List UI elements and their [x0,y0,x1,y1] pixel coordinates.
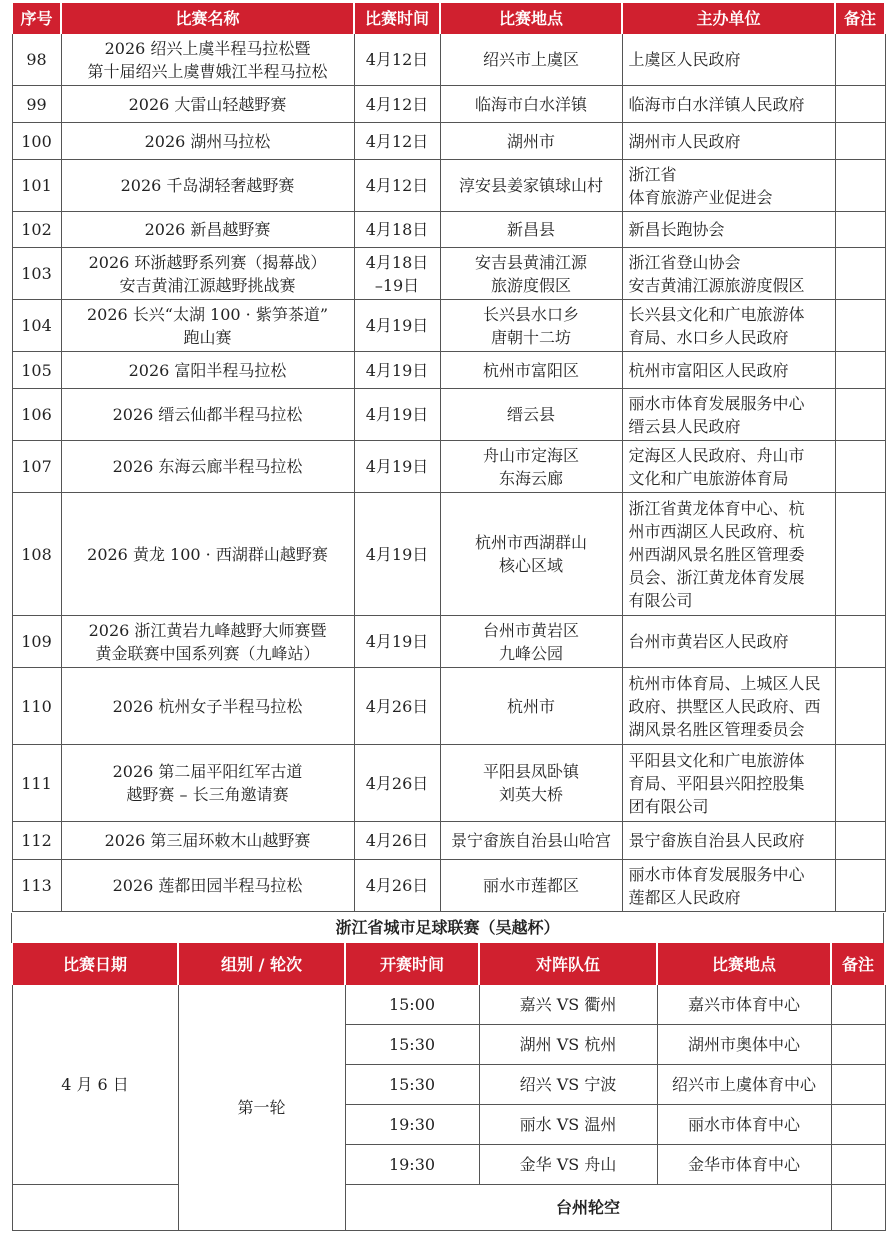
kickoff-time: 19:30 [345,1105,479,1145]
race-host-line: 湖风景名胜区管理委员会 [628,719,805,739]
race-name [61,248,354,300]
header-round: 组别 / 轮次 [178,944,345,985]
race-name-line: 越野赛 – 长三角邀请赛 [126,785,289,804]
race-host-line: 平阳县文化和广电旅游体 [628,750,805,770]
race-no: 102 [12,212,61,248]
race-host [622,160,835,212]
race-place-line: 安吉县黄浦江源 [474,252,587,272]
race-remark [835,160,885,212]
header-kickoff: 开赛时间 [345,944,479,985]
header-match-date: 比赛日期 [12,944,178,985]
race-date [354,34,440,86]
race-date-line: 4月26日 [365,696,429,716]
race-host-line: 莲都区人民政府 [628,887,741,907]
race-name-line: 2026 湖州马拉松 [144,131,271,151]
race-place [440,441,622,493]
race-remark [835,493,885,616]
race-host-line: 浙江省登山协会 [628,252,741,272]
race-place-line: 绍兴市上虞区 [482,50,579,69]
race-date-line: 4月12日 [365,131,429,151]
race-place-line: 杭州市富阳区 [482,360,579,380]
race-host [622,389,835,441]
race-name [61,160,354,212]
race-place-line: 杭州市西湖群山 [474,533,587,552]
race-date-line: 4月18日 [365,220,429,239]
race-name [61,352,354,389]
bye-row [12,1185,885,1231]
race-host-line: 政府、拱墅区人民政府、西 [628,696,821,716]
race-row [12,389,885,441]
race-place-line: 淳安县姜家镇球山村 [458,176,603,195]
race-host-line: 长兴县文化和广电旅游体 [628,304,805,324]
race-date [354,745,440,822]
race-date [354,389,440,441]
race-place [440,123,622,160]
race-name-line: 2026 绍兴上虞半程马拉松暨 [104,38,311,58]
race-place [440,86,622,123]
football-schedule-table [11,943,886,1231]
race-row [12,822,885,860]
match-venue: 嘉兴市体育中心 [657,985,831,1025]
race-host-line: 育局、平阳县兴阳控股集 [628,773,805,793]
race-date-line: 4月19日 [365,360,429,380]
race-row [12,616,885,668]
race-remark [835,123,885,160]
race-row [12,248,885,300]
race-host-line: 上虞区人民政府 [628,50,741,69]
race-host-line: 杭州市富阳区人民政府 [628,360,789,380]
race-place-line: 缙云县 [506,405,555,424]
race-date-line: 4月12日 [365,176,429,195]
match-remark [831,985,885,1025]
race-no: 104 [12,300,61,352]
race-host-line: 有限公司 [628,590,693,610]
race-header-row [12,4,885,34]
race-remark [835,822,885,860]
race-name [61,493,354,616]
race-remark [835,86,885,123]
race-row [12,123,885,160]
race-row [12,212,885,248]
race-name [61,441,354,493]
race-no: 105 [12,352,61,389]
race-name-line: 跑山赛 [183,327,232,347]
race-date [354,616,440,668]
race-place [440,160,622,212]
race-host-line: 体育旅游产业促进会 [628,187,773,207]
race-place-line: 旅游度假区 [490,275,571,295]
race-place [440,616,622,668]
race-place [440,493,622,616]
race-date [354,212,440,248]
race-date-line: 4月19日 [365,544,429,564]
bye-note: 台州轮空 [345,1185,831,1231]
race-row [12,34,885,86]
header-host: 主办单位 [622,4,835,34]
race-no: 109 [12,616,61,668]
race-host-line: 浙江省 [628,164,677,184]
race-host [622,860,835,912]
race-date [354,352,440,389]
race-date [354,123,440,160]
race-rows [12,34,885,912]
race-date [354,822,440,860]
race-date-line: 4月26日 [365,831,429,850]
race-place-line: 平阳县凤卧镇 [482,762,579,781]
race-place-line: 刘英大桥 [498,785,563,804]
race-name-line: 2026 大雷山轻越野赛 [128,94,287,114]
match-venue: 绍兴市上虞体育中心 [657,1065,831,1105]
race-no: 106 [12,389,61,441]
match-teams: 丽水 VS 温州 [479,1105,657,1145]
race-date [354,160,440,212]
race-place-line: 舟山市定海区 [482,445,579,465]
race-name [61,212,354,248]
race-name-line: 2026 第三届环敕木山越野赛 [104,831,311,850]
race-place-line: 台州市黄岩区 [482,620,579,640]
race-place [440,212,622,248]
race-host-line: 丽水市体育发展服务中心 [628,864,805,884]
race-no: 107 [12,441,61,493]
race-host [622,34,835,86]
race-host-line: 浙江省黄龙体育中心、杭 [628,498,805,518]
header-teams: 对阵队伍 [479,944,657,985]
race-host-line: 州西湖风景名胜区管理委 [628,544,805,564]
race-host-line: 文化和广电旅游体育局 [628,468,789,488]
race-host [622,616,835,668]
race-place-line: 唐朝十二坊 [490,327,571,347]
race-host-line: 州市西湖区人民政府、杭 [628,521,805,541]
race-remark [835,300,885,352]
race-host-line: 丽水市体育发展服务中心 [628,393,805,413]
race-date-line: 4月19日 [365,316,429,335]
football-header-row [12,944,885,985]
race-name-line: 2026 长兴“太湖 100 · 紫笋茶道” [86,304,329,324]
race-date [354,248,440,300]
race-place-line: 新昌县 [506,220,555,239]
race-place-line: 东海云廊 [498,468,563,488]
match-teams: 绍兴 VS 宁波 [479,1065,657,1105]
race-place [440,860,622,912]
header-venue: 比赛地点 [657,944,831,985]
race-host [622,212,835,248]
race-host [622,441,835,493]
race-name-line: 2026 富阳半程马拉松 [128,360,287,380]
race-no: 100 [12,123,61,160]
race-schedule-table [11,3,886,912]
race-host-line: 团有限公司 [628,796,709,816]
race-host-line: 员会、浙江黄龙体育发展 [628,567,805,587]
race-host [622,352,835,389]
race-place [440,668,622,745]
kickoff-time: 15:00 [345,985,479,1025]
match-remark [831,1145,885,1185]
race-name-line: 第十届绍兴上虞曹娥江半程马拉松 [87,61,328,81]
race-host [622,822,835,860]
match-row [12,985,885,1025]
race-name [61,86,354,123]
race-no: 99 [12,86,61,123]
match-date: 4 月 6 日 [12,985,178,1185]
race-date-line: 4月12日 [365,50,429,69]
race-name-line: 2026 第二届平阳红军古道 [112,762,303,781]
race-row [12,300,885,352]
race-remark [835,441,885,493]
race-place-line: 核心区域 [498,556,563,575]
header-football-remark: 备注 [831,944,885,985]
race-row [12,86,885,123]
race-place-line: 九峰公园 [498,643,563,663]
race-host-line: 安吉黄浦江源旅游度假区 [628,275,805,295]
race-name-line: 2026 杭州女子半程马拉松 [112,696,303,716]
race-place-line: 丽水市莲都区 [482,876,579,895]
match-venue: 金华市体育中心 [657,1145,831,1185]
race-no: 112 [12,822,61,860]
match-teams: 金华 VS 舟山 [479,1145,657,1185]
header-race-name: 比赛名称 [61,4,354,34]
race-place-line: 杭州市 [506,696,555,716]
race-place [440,248,622,300]
race-host [622,248,835,300]
kickoff-time: 15:30 [345,1025,479,1065]
race-name-line: 2026 黄龙 100 · 西湖群山越野赛 [87,544,328,564]
race-place-line: 景宁畲族自治县山哈宫 [450,831,611,850]
race-name-line: 2026 浙江黄岩九峰越野大师赛暨 [88,620,327,640]
race-row [12,493,885,616]
race-host [622,745,835,822]
race-row [12,160,885,212]
race-place [440,822,622,860]
race-no: 103 [12,248,61,300]
race-remark [835,745,885,822]
race-date [354,441,440,493]
race-remark [835,34,885,86]
race-name [61,745,354,822]
race-row [12,352,885,389]
race-place-line: 湖州市 [506,131,555,151]
race-remark [835,860,885,912]
race-name-line: 2026 环浙越野系列赛（揭幕战） [88,252,327,272]
race-host-line: 育局、水口乡人民政府 [628,327,789,347]
football-section-title: 浙江省城市足球联赛（吴越杯） [11,913,884,943]
race-host [622,123,835,160]
race-date [354,300,440,352]
race-host-line: 杭州市体育局、上城区人民 [628,673,821,693]
race-host-line: 临海市白水洋镇人民政府 [628,94,805,114]
race-row [12,860,885,912]
race-name-line: 2026 莲都田园半程马拉松 [112,876,303,895]
empty-date-cell [12,1185,178,1231]
race-date-line: 4月26日 [365,876,429,895]
race-name-line: 2026 缙云仙都半程马拉松 [112,405,303,424]
race-date-line: –19日 [374,275,420,295]
race-host-line: 景宁畲族自治县人民政府 [628,831,805,850]
race-date-line: 4月19日 [365,405,429,424]
race-name [61,616,354,668]
race-remark [835,352,885,389]
race-name-line: 黄金联赛中国系列赛（九峰站） [95,643,320,663]
race-date [354,86,440,123]
race-remark [835,389,885,441]
race-no: 110 [12,668,61,745]
race-remark [835,248,885,300]
race-name [61,34,354,86]
race-name [61,123,354,160]
race-date-line: 4月26日 [365,773,429,793]
match-round: 第一轮 [178,985,345,1231]
header-remark: 备注 [835,4,885,34]
race-host [622,493,835,616]
race-remark [835,212,885,248]
race-name-line: 安吉黄浦江源越野挑战赛 [119,275,296,295]
race-date [354,860,440,912]
race-host-line: 定海区人民政府、舟山市 [628,445,805,465]
race-place [440,300,622,352]
race-place-line: 临海市白水洋镇 [474,94,587,114]
race-place-line: 长兴县水口乡 [482,304,579,324]
race-no: 98 [12,34,61,86]
race-place [440,389,622,441]
race-date-line: 4月19日 [365,457,429,476]
race-date-line: 4月12日 [365,94,429,114]
race-date [354,668,440,745]
race-name [61,389,354,441]
race-host [622,668,835,745]
kickoff-time: 19:30 [345,1145,479,1185]
race-host [622,300,835,352]
race-date [354,493,440,616]
race-no: 113 [12,860,61,912]
race-place [440,352,622,389]
match-venue: 湖州市奥体中心 [657,1025,831,1065]
race-host-line: 台州市黄岩区人民政府 [628,632,789,651]
race-place [440,34,622,86]
race-name-line: 2026 千岛湖轻奢越野赛 [120,176,295,195]
race-host-line: 缙云县人民政府 [628,416,741,436]
race-remark [835,616,885,668]
race-name-line: 2026 新昌越野赛 [144,220,271,239]
header-race-date: 比赛时间 [354,4,440,34]
race-row [12,745,885,822]
header-no: 序号 [12,4,61,34]
race-remark [835,668,885,745]
match-remark [831,1105,885,1145]
race-no: 108 [12,493,61,616]
match-teams: 嘉兴 VS 衢州 [479,985,657,1025]
race-name [61,668,354,745]
match-venue: 丽水市体育中心 [657,1105,831,1145]
race-name [61,860,354,912]
race-date-line: 4月18日 [365,252,429,272]
race-date-line: 4月19日 [365,632,429,651]
race-host-line: 新昌长跑协会 [628,220,725,239]
match-remark [831,1025,885,1065]
race-place [440,745,622,822]
header-race-place: 比赛地点 [440,4,622,34]
race-no: 111 [12,745,61,822]
race-row [12,668,885,745]
race-host-line: 湖州市人民政府 [628,131,741,151]
match-teams: 湖州 VS 杭州 [479,1025,657,1065]
kickoff-time: 15:30 [345,1065,479,1105]
race-no: 101 [12,160,61,212]
match-remark [831,1185,885,1231]
race-row [12,441,885,493]
race-name-line: 2026 东海云廊半程马拉松 [112,457,303,476]
race-host [622,86,835,123]
race-name [61,300,354,352]
match-remark [831,1065,885,1105]
race-name [61,822,354,860]
